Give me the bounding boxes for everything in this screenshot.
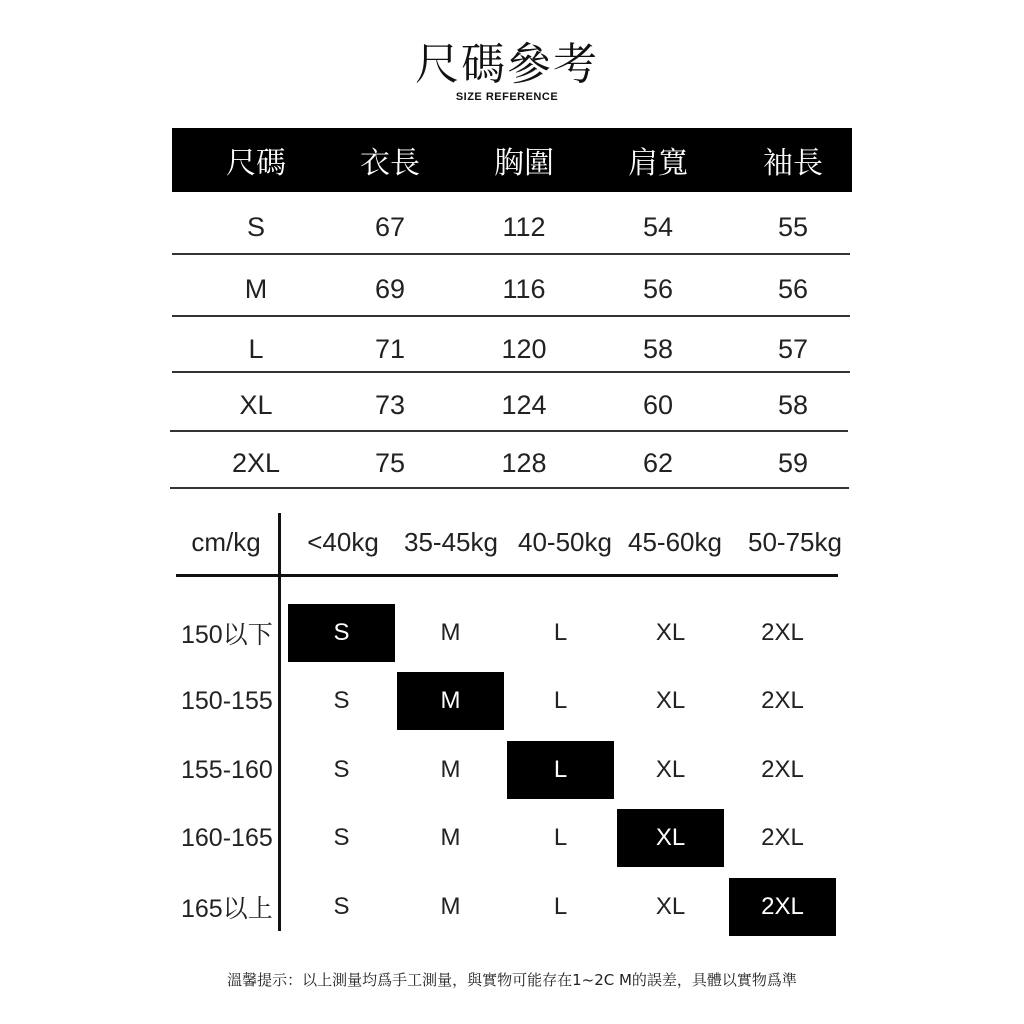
size-cell: 2XL <box>761 619 804 646</box>
measure-cell: 73 <box>374 389 406 420</box>
row-divider <box>170 430 848 432</box>
measure-cell: 120 <box>501 333 547 364</box>
size-cell: S <box>246 211 266 242</box>
measure-cell: 128 <box>501 447 547 478</box>
size-cell: 2XL <box>761 824 804 851</box>
measure-cell: 58 <box>777 389 809 420</box>
measure-cell: 59 <box>777 447 809 478</box>
measure-cell: 56 <box>777 273 809 304</box>
size-cell: 2XL <box>761 687 804 714</box>
size-cell: L <box>553 619 568 646</box>
measure-cell: 69 <box>374 273 406 304</box>
header-size: 尺碼 <box>226 146 286 181</box>
row-divider <box>172 253 850 255</box>
weight-label: <40kg <box>307 526 379 557</box>
header-length: 衣長 <box>360 146 420 181</box>
measure-cell: 62 <box>642 447 674 478</box>
weight-label: 45-60kg <box>628 526 722 557</box>
size-cell: L <box>248 333 264 364</box>
weight-label: 50-75kg <box>748 526 842 557</box>
footnote: 溫馨提示：以上測量均爲手工測量，與實物可能存在1~2C M的誤差，具體以實物爲準 <box>227 971 797 989</box>
size-cell: M <box>440 824 461 851</box>
measure-cell: 71 <box>374 333 406 364</box>
measure-cell: 57 <box>777 333 809 364</box>
size-cell: S <box>333 824 350 851</box>
measure-row <box>172 261 852 317</box>
grid-horizontal-rule <box>176 574 838 577</box>
measure-cell: 116 <box>502 273 546 304</box>
size-cell: M <box>440 756 461 783</box>
row-divider <box>170 487 849 489</box>
header-shoulder: 肩寬 <box>628 146 688 181</box>
measure-cell: 56 <box>642 273 674 304</box>
size-cell: S <box>333 756 350 783</box>
recommended-size-cell: 2XL <box>729 878 836 936</box>
measure-row <box>172 199 852 255</box>
size-cell: M <box>440 619 461 646</box>
size-cell: S <box>333 893 350 920</box>
size-cell: XL <box>655 687 686 714</box>
recommended-size-cell: M <box>397 672 504 730</box>
recommended-size-cell: L <box>507 741 614 799</box>
measure-cell: 54 <box>642 211 674 242</box>
size-cell: XL <box>655 893 686 920</box>
measure-cell: 112 <box>502 211 546 242</box>
height-label: 150-155 <box>181 686 273 715</box>
size-cell: 2XL <box>761 756 804 783</box>
measure-row <box>172 377 852 433</box>
size-cell: L <box>553 824 568 851</box>
size-cell: 2XL <box>231 447 281 478</box>
page-title: 尺碼參考 <box>415 39 599 90</box>
measure-cell: 124 <box>501 389 547 420</box>
measure-row <box>172 435 852 491</box>
size-cell: XL <box>655 619 686 646</box>
height-label: 160-165 <box>181 823 273 852</box>
height-label: 150以下 <box>181 621 273 649</box>
row-divider <box>172 315 850 317</box>
header-chest: 胸圍 <box>494 146 554 181</box>
height-label: 165以上 <box>181 895 273 923</box>
measure-table-header <box>172 128 852 192</box>
measure-cell: 75 <box>374 447 406 478</box>
size-cell: M <box>440 893 461 920</box>
measure-row <box>172 321 852 377</box>
measure-cell: 60 <box>642 389 674 420</box>
weight-label: 35-45kg <box>404 526 498 557</box>
height-label: 155-160 <box>181 755 273 784</box>
measure-cell: 67 <box>374 211 406 242</box>
size-cell: M <box>244 273 268 304</box>
measure-cell: 58 <box>642 333 674 364</box>
size-cell: XL <box>239 389 273 420</box>
row-divider <box>172 371 850 373</box>
page-subtitle: SIZE REFERENCE <box>455 91 559 103</box>
measure-cell: 55 <box>777 211 809 242</box>
weight-label: 40-50kg <box>518 526 612 557</box>
recommended-size-cell: S <box>288 604 395 662</box>
size-cell: L <box>553 687 568 714</box>
corner-label: cm/kg <box>191 526 261 557</box>
recommended-size-cell: XL <box>617 809 724 867</box>
size-cell: L <box>553 893 568 920</box>
size-cell: XL <box>655 756 686 783</box>
header-sleeve: 袖長 <box>763 146 823 181</box>
size-cell: S <box>333 687 350 714</box>
